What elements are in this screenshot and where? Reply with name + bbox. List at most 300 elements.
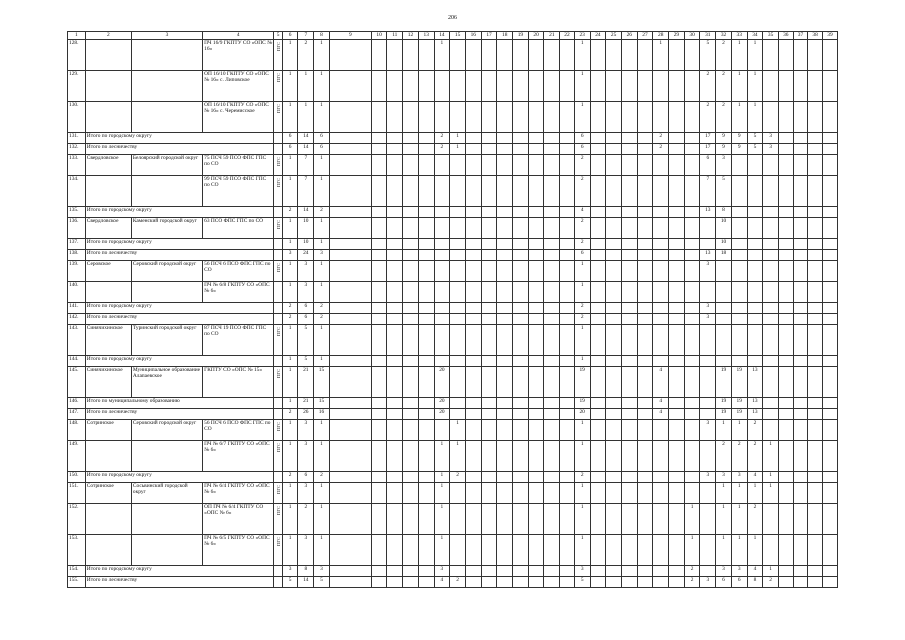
value-cell xyxy=(653,355,669,366)
value-cell xyxy=(793,217,808,238)
value-cell xyxy=(434,313,450,324)
value-cell xyxy=(590,154,606,175)
value-cell xyxy=(544,39,560,70)
value-cell: 2 xyxy=(282,206,298,217)
value-cell xyxy=(793,302,808,313)
district-name xyxy=(131,39,202,70)
value-cell xyxy=(481,143,497,154)
value-cell xyxy=(528,175,544,206)
value-cell xyxy=(560,238,575,249)
value-cell xyxy=(481,313,497,324)
value-cell xyxy=(528,154,544,175)
value-cell xyxy=(371,366,387,397)
total-label: Итого по лесничеству xyxy=(85,408,274,419)
row-number: 147. xyxy=(68,408,86,419)
value-cell: 20 xyxy=(434,397,450,408)
value-cell xyxy=(418,397,434,408)
value-cell xyxy=(481,260,497,281)
value-cell xyxy=(793,366,808,397)
value-cell xyxy=(621,503,637,534)
value-cell xyxy=(387,281,403,302)
total-label: Итого по городскому округу xyxy=(85,302,274,313)
total-label: Итого по городскому округу xyxy=(85,471,274,482)
value-cell xyxy=(793,408,808,419)
header-cell: 29 xyxy=(669,32,685,40)
value-cell xyxy=(763,313,779,324)
value-cell xyxy=(606,482,622,503)
value-cell: 20 xyxy=(434,366,450,397)
value-cell xyxy=(653,206,669,217)
value-cell: 5 xyxy=(282,576,298,587)
value-cell xyxy=(793,482,808,503)
value-cell xyxy=(669,238,685,249)
value-cell xyxy=(560,534,575,565)
value-cell xyxy=(621,154,637,175)
value-cell xyxy=(434,175,450,206)
value-cell xyxy=(528,206,544,217)
row-number: 151. xyxy=(68,482,86,503)
district-name: Серовский городской округ xyxy=(131,260,202,281)
unit-type xyxy=(274,143,282,154)
value-cell: 1 xyxy=(450,440,466,471)
value-cell: 13 xyxy=(747,408,763,419)
value-cell: 20 xyxy=(574,408,590,419)
header-cell: 15 xyxy=(450,32,466,40)
forestry-name xyxy=(85,39,131,70)
value-cell xyxy=(560,355,575,366)
value-cell xyxy=(653,440,669,471)
value-cell: 2 xyxy=(716,39,732,70)
value-cell: 1 xyxy=(314,534,330,565)
value-cell xyxy=(763,503,779,534)
table-row xyxy=(68,238,838,249)
value-cell xyxy=(621,281,637,302)
value-cell: 13 xyxy=(700,206,716,217)
value-cell xyxy=(371,534,387,565)
value-cell xyxy=(371,302,387,313)
value-cell xyxy=(329,39,371,70)
value-cell xyxy=(637,70,653,101)
value-cell: 3 xyxy=(314,565,330,576)
value-cell xyxy=(590,503,606,534)
value-cell xyxy=(329,482,371,503)
value-cell xyxy=(808,260,823,281)
value-cell xyxy=(387,70,403,101)
value-cell xyxy=(544,143,560,154)
value-cell xyxy=(465,238,481,249)
value-cell xyxy=(590,101,606,132)
value-cell xyxy=(481,397,497,408)
value-cell xyxy=(731,175,747,206)
unit-type-label: ПГС xyxy=(275,368,281,378)
unit-type xyxy=(274,101,282,132)
value-cell xyxy=(403,154,419,175)
unit-type xyxy=(274,576,282,587)
value-cell xyxy=(450,238,466,249)
value-cell xyxy=(822,302,837,313)
value-cell xyxy=(544,482,560,503)
value-cell xyxy=(528,249,544,260)
value-cell xyxy=(684,143,700,154)
value-cell xyxy=(434,260,450,281)
value-cell xyxy=(606,302,622,313)
unit-type xyxy=(274,313,282,324)
value-cell xyxy=(778,260,793,281)
unit-name: ОП 16/10 ГКПТУ СО «ОПС № 16» с. Липовское xyxy=(203,70,274,101)
value-cell: 1 xyxy=(434,482,450,503)
value-cell xyxy=(481,302,497,313)
value-cell xyxy=(747,217,763,238)
value-cell xyxy=(637,217,653,238)
value-cell xyxy=(329,260,371,281)
value-cell xyxy=(590,217,606,238)
value-cell xyxy=(637,576,653,587)
value-cell xyxy=(544,217,560,238)
value-cell xyxy=(637,565,653,576)
value-cell xyxy=(637,324,653,355)
value-cell xyxy=(793,132,808,143)
value-cell xyxy=(621,39,637,70)
value-cell: 1 xyxy=(314,419,330,440)
value-cell xyxy=(418,101,434,132)
value-cell xyxy=(387,408,403,419)
value-cell xyxy=(637,249,653,260)
value-cell xyxy=(560,217,575,238)
value-cell xyxy=(434,70,450,101)
value-cell xyxy=(763,302,779,313)
value-cell: 2 xyxy=(763,576,779,587)
value-cell xyxy=(418,355,434,366)
value-cell xyxy=(778,70,793,101)
value-cell xyxy=(418,503,434,534)
value-cell xyxy=(450,534,466,565)
value-cell xyxy=(778,366,793,397)
value-cell: 1 xyxy=(282,482,298,503)
value-cell: 2 xyxy=(700,70,716,101)
value-cell: 1 xyxy=(314,175,330,206)
value-cell: 5 xyxy=(747,132,763,143)
value-cell xyxy=(371,324,387,355)
value-cell xyxy=(778,408,793,419)
value-cell xyxy=(778,324,793,355)
value-cell: 13 xyxy=(700,249,716,260)
value-cell: 9 xyxy=(731,143,747,154)
value-cell: 1 xyxy=(574,482,590,503)
value-cell: 3 xyxy=(716,154,732,175)
value-cell: 21 xyxy=(298,397,314,408)
unit-type-label: ПГС xyxy=(275,442,281,452)
value-cell xyxy=(560,249,575,260)
value-cell xyxy=(684,471,700,482)
value-cell xyxy=(560,313,575,324)
value-cell xyxy=(669,132,685,143)
value-cell xyxy=(371,238,387,249)
value-cell xyxy=(684,355,700,366)
value-cell xyxy=(808,534,823,565)
value-cell xyxy=(465,503,481,534)
table-row xyxy=(68,313,838,324)
value-cell xyxy=(450,217,466,238)
value-cell xyxy=(778,238,793,249)
value-cell: 1 xyxy=(314,217,330,238)
unit-name: 99 ПСЧ 59 ПСО ФПС ГПС по СО xyxy=(203,175,274,206)
value-cell xyxy=(747,324,763,355)
value-cell xyxy=(808,366,823,397)
unit-name: ОП 16/10 ГКПТУ СО «ОПС № 16» с. Черемисское xyxy=(203,101,274,132)
value-cell: 1 xyxy=(314,503,330,534)
value-cell xyxy=(560,471,575,482)
value-cell xyxy=(403,397,419,408)
value-cell xyxy=(403,101,419,132)
value-cell xyxy=(481,471,497,482)
value-cell xyxy=(513,206,529,217)
value-cell xyxy=(371,440,387,471)
value-cell: 3 xyxy=(700,471,716,482)
value-cell xyxy=(403,503,419,534)
value-cell xyxy=(808,281,823,302)
value-cell xyxy=(731,260,747,281)
value-cell xyxy=(387,565,403,576)
value-cell xyxy=(808,482,823,503)
row-number: 131. xyxy=(68,132,86,143)
value-cell xyxy=(513,281,529,302)
value-cell xyxy=(684,408,700,419)
value-cell xyxy=(778,565,793,576)
value-cell xyxy=(560,324,575,355)
table-row xyxy=(68,249,838,260)
value-cell: 2 xyxy=(731,440,747,471)
value-cell: 4 xyxy=(653,366,669,397)
value-cell xyxy=(560,397,575,408)
value-cell: 1 xyxy=(282,260,298,281)
value-cell xyxy=(621,534,637,565)
value-cell: 10 xyxy=(716,238,732,249)
value-cell xyxy=(637,206,653,217)
value-cell xyxy=(822,419,837,440)
value-cell xyxy=(822,206,837,217)
value-cell xyxy=(793,503,808,534)
value-cell: 1 xyxy=(314,440,330,471)
value-cell: 3 xyxy=(731,565,747,576)
value-cell xyxy=(653,565,669,576)
value-cell xyxy=(329,217,371,238)
total-label: Итого по городскому округу xyxy=(85,238,274,249)
value-cell xyxy=(465,175,481,206)
value-cell xyxy=(513,440,529,471)
value-cell xyxy=(544,355,560,366)
header-cell: 39 xyxy=(822,32,837,40)
value-cell xyxy=(387,39,403,70)
value-cell: 1 xyxy=(731,419,747,440)
value-cell xyxy=(387,238,403,249)
value-cell xyxy=(590,397,606,408)
value-cell xyxy=(684,70,700,101)
value-cell xyxy=(606,238,622,249)
value-cell xyxy=(497,366,513,397)
unit-type-label: ПГС xyxy=(275,421,281,431)
value-cell xyxy=(560,206,575,217)
value-cell xyxy=(513,154,529,175)
value-cell: 1 xyxy=(731,39,747,70)
value-cell: 2 xyxy=(450,471,466,482)
table-row xyxy=(68,175,838,206)
value-cell xyxy=(434,281,450,302)
total-label: Итого по лесничеству xyxy=(85,143,274,154)
value-cell xyxy=(329,355,371,366)
value-cell xyxy=(465,154,481,175)
row-number: 155. xyxy=(68,576,86,587)
value-cell xyxy=(778,313,793,324)
value-cell xyxy=(778,154,793,175)
value-cell xyxy=(621,482,637,503)
unit-name: ПЧ № 6/4 ГКПТУ СО «ОПС № 6» xyxy=(203,482,274,503)
value-cell xyxy=(653,217,669,238)
value-cell xyxy=(403,534,419,565)
value-cell xyxy=(450,281,466,302)
value-cell xyxy=(808,576,823,587)
header-cell: 21 xyxy=(544,32,560,40)
value-cell xyxy=(513,302,529,313)
value-cell: 1 xyxy=(282,440,298,471)
value-cell: 2 xyxy=(653,132,669,143)
value-cell: 14 xyxy=(298,143,314,154)
value-cell: 1 xyxy=(282,70,298,101)
district-name xyxy=(131,534,202,565)
value-cell: 1 xyxy=(450,419,466,440)
value-cell xyxy=(513,70,529,101)
header-cell: 19 xyxy=(513,32,529,40)
value-cell xyxy=(497,408,513,419)
value-cell xyxy=(418,217,434,238)
unit-type xyxy=(274,302,282,313)
value-cell: 1 xyxy=(282,154,298,175)
value-cell xyxy=(434,206,450,217)
value-cell xyxy=(560,419,575,440)
value-cell: 1 xyxy=(574,419,590,440)
value-cell: 1 xyxy=(747,39,763,70)
value-cell xyxy=(793,249,808,260)
value-cell xyxy=(560,70,575,101)
table-row xyxy=(68,302,838,313)
value-cell xyxy=(544,206,560,217)
value-cell xyxy=(387,206,403,217)
value-cell xyxy=(669,249,685,260)
value-cell xyxy=(606,249,622,260)
row-number: 140. xyxy=(68,281,86,302)
value-cell xyxy=(450,503,466,534)
value-cell: 17 xyxy=(700,132,716,143)
value-cell xyxy=(606,440,622,471)
unit-type-label: ПГС xyxy=(275,156,281,166)
value-cell xyxy=(637,419,653,440)
value-cell xyxy=(808,132,823,143)
value-cell xyxy=(778,143,793,154)
value-cell: 2 xyxy=(314,206,330,217)
value-cell xyxy=(653,576,669,587)
value-cell xyxy=(528,482,544,503)
value-cell xyxy=(808,101,823,132)
value-cell: 24 xyxy=(298,249,314,260)
value-cell xyxy=(465,482,481,503)
value-cell: 17 xyxy=(700,143,716,154)
unit-name: ПЧ № 6/5 ГКПТУ СО «ОПС № 6» xyxy=(203,534,274,565)
value-cell: 2 xyxy=(716,101,732,132)
value-cell xyxy=(528,39,544,70)
value-cell xyxy=(371,217,387,238)
value-cell xyxy=(669,39,685,70)
value-cell xyxy=(481,175,497,206)
value-cell: 3 xyxy=(314,249,330,260)
value-cell xyxy=(669,482,685,503)
value-cell xyxy=(329,576,371,587)
value-cell xyxy=(808,565,823,576)
unit-type-label: ПГС xyxy=(275,262,281,272)
value-cell xyxy=(418,143,434,154)
value-cell: 1 xyxy=(434,534,450,565)
value-cell xyxy=(700,366,716,397)
value-cell xyxy=(497,143,513,154)
value-cell xyxy=(621,366,637,397)
total-label: Итого по городскому округу xyxy=(85,206,274,217)
value-cell xyxy=(731,324,747,355)
value-cell xyxy=(822,471,837,482)
value-cell: 1 xyxy=(747,482,763,503)
row-number: 137. xyxy=(68,238,86,249)
value-cell: 2 xyxy=(574,302,590,313)
value-cell xyxy=(528,576,544,587)
value-cell xyxy=(684,366,700,397)
value-cell xyxy=(528,503,544,534)
value-cell xyxy=(513,397,529,408)
value-cell xyxy=(747,154,763,175)
value-cell xyxy=(481,440,497,471)
value-cell xyxy=(793,440,808,471)
header-cell: 31 xyxy=(700,32,716,40)
value-cell xyxy=(560,143,575,154)
value-cell xyxy=(778,101,793,132)
value-cell xyxy=(793,206,808,217)
forestry-name xyxy=(85,440,131,471)
value-cell xyxy=(590,408,606,419)
unit-type xyxy=(274,440,282,471)
value-cell xyxy=(716,302,732,313)
value-cell: 19 xyxy=(731,397,747,408)
value-cell xyxy=(590,302,606,313)
value-cell xyxy=(763,249,779,260)
value-cell xyxy=(403,355,419,366)
value-cell: 3 xyxy=(700,260,716,281)
district-name: Белоярский городской округ xyxy=(131,154,202,175)
value-cell xyxy=(590,565,606,576)
value-cell xyxy=(653,260,669,281)
value-cell xyxy=(763,70,779,101)
unit-type xyxy=(274,70,282,101)
value-cell xyxy=(606,534,622,565)
value-cell xyxy=(450,260,466,281)
value-cell: 1 xyxy=(747,534,763,565)
forestry-name: Сотринское xyxy=(85,482,131,503)
value-cell: 21 xyxy=(298,366,314,397)
value-cell: 2 xyxy=(434,143,450,154)
value-cell xyxy=(606,503,622,534)
value-cell xyxy=(778,397,793,408)
value-cell xyxy=(700,217,716,238)
value-cell xyxy=(669,471,685,482)
value-cell xyxy=(700,440,716,471)
value-cell xyxy=(621,132,637,143)
value-cell xyxy=(403,217,419,238)
value-cell xyxy=(371,260,387,281)
